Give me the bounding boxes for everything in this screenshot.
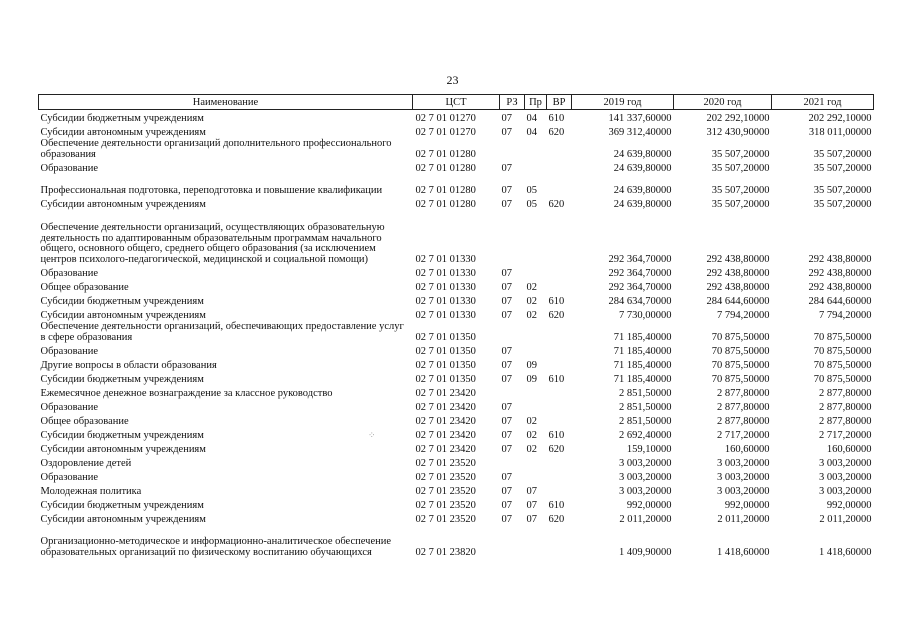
cell-vr	[547, 525, 572, 558]
table-row	[39, 483, 874, 497]
cell-y2019: 71 185,40000	[613, 359, 672, 371]
cell-y2021: 318 011,00000	[808, 126, 872, 138]
cell-y2019: 71 185,40000	[613, 373, 672, 385]
cell-y2020: 35 507,20000	[711, 148, 770, 160]
cell-vr	[547, 357, 572, 371]
cell-pr	[525, 343, 547, 357]
header-name: Наименование	[39, 95, 413, 110]
cell-y2019: 71 185,40000	[613, 331, 672, 343]
cell-vr	[547, 483, 572, 497]
cell-rz: 07	[501, 295, 512, 307]
cell-y2021: 292 438,80000	[808, 267, 872, 279]
cell-vr: 610	[548, 429, 565, 441]
cell-rz: 07	[501, 267, 512, 279]
cell-code: 02 7 01 23520	[415, 471, 476, 483]
table-header-row	[39, 95, 874, 110]
cell-rz: 07	[501, 309, 512, 321]
cell-y2021: 2 877,80000	[819, 415, 872, 427]
table-body	[39, 110, 874, 559]
cell-name: Субсидии автономным учреждениям	[40, 513, 206, 525]
cell-name: Субсидии бюджетным учреждениям	[40, 112, 204, 124]
cell-rz: 07	[501, 162, 512, 174]
cell-rz: 07	[501, 499, 512, 511]
cell-y2020: 35 507,20000	[711, 162, 770, 174]
cell-y2021: 284 644,60000	[808, 295, 872, 307]
cell-pr: 07	[526, 513, 537, 525]
cell-y2021: 1 418,60000	[819, 546, 872, 558]
table-row	[39, 293, 874, 307]
cell-pr	[525, 385, 547, 399]
cell-name: Обеспечение деятельности организаций, осуществляющих образовательную деятельность по адаптированным образовательным программам начального общего, основного общего, среднего общего образования (за исключением центров психолого-педагогической, медицинской и социальной помощи)	[40, 222, 385, 265]
cell-y2021: 2 717,20000	[819, 429, 872, 441]
header-rz: РЗ	[500, 95, 525, 110]
cell-y2021: 3 003,20000	[819, 471, 872, 483]
cell-code: 02 7 01 23520	[415, 499, 476, 511]
cell-y2021: 35 507,20000	[813, 148, 872, 160]
cell-y2021: 7 794,20000	[819, 309, 872, 321]
cell-y2020: 992,00000	[724, 499, 770, 511]
cell-vr	[547, 160, 572, 174]
cell-code: 02 7 01 01350	[415, 359, 476, 371]
cell-pr: 07	[526, 499, 537, 511]
cell-rz	[500, 525, 525, 558]
cell-y2021: 292 438,80000	[808, 281, 872, 293]
header-code: ЦСТ	[413, 95, 500, 110]
cell-pr: 02	[526, 281, 537, 293]
cell-vr	[547, 399, 572, 413]
cell-vr	[547, 455, 572, 469]
cell-y2020: 1 418,60000	[717, 546, 770, 558]
cell-y2020: 2 717,20000	[717, 429, 770, 441]
cell-name: Профессиональная подготовка, переподготовка и повышение квалификации	[40, 184, 383, 196]
cell-code: 02 7 01 01270	[415, 112, 476, 124]
header-pr: Пр	[525, 95, 547, 110]
cell-rz: 07	[501, 373, 512, 385]
cell-vr	[547, 138, 572, 160]
cell-vr: 610	[548, 112, 565, 124]
cell-y2020: 3 003,20000	[717, 471, 770, 483]
cell-y2021: 3 003,20000	[819, 457, 872, 469]
page-number: 23	[446, 73, 459, 87]
cell-y2020: 70 875,50000	[711, 359, 770, 371]
cell-y2019: 2 692,40000	[619, 429, 672, 441]
cell-pr: 04	[526, 112, 537, 124]
cell-y2021: 35 507,20000	[813, 184, 872, 196]
cell-vr	[547, 265, 572, 279]
cell-name: Обеспечение деятельности организаций дополнительного профессионального образования	[40, 138, 392, 160]
cell-code: 02 7 01 01350	[415, 373, 476, 385]
cell-y2019: 3 003,20000	[619, 471, 672, 483]
cell-vr: 620	[548, 513, 565, 525]
cell-y2021: 2 011,20000	[819, 513, 872, 525]
cell-y2020: 70 875,50000	[711, 345, 770, 357]
cell-y2019: 292 364,70000	[608, 253, 672, 265]
cell-y2021: 3 003,20000	[819, 485, 872, 497]
cell-rz: 07	[501, 415, 512, 427]
cell-code: 02 7 01 01270	[415, 126, 476, 138]
cell-y2020: 35 507,20000	[711, 184, 770, 196]
cell-y2019: 284 634,70000	[608, 295, 672, 307]
cell-y2020: 2 877,80000	[717, 401, 770, 413]
cell-y2021: 70 875,50000	[813, 331, 872, 343]
header-vr: ВР	[547, 95, 572, 110]
cell-pr: 02	[526, 429, 537, 441]
cell-pr	[525, 138, 547, 160]
table-row	[39, 210, 874, 265]
cell-pr	[525, 265, 547, 279]
cell-pr	[525, 321, 547, 343]
table-row	[39, 455, 874, 469]
cell-code: 02 7 01 23520	[415, 485, 476, 497]
cell-pr	[525, 210, 547, 265]
cell-y2020: 292 438,80000	[706, 267, 770, 279]
cell-rz: 07	[501, 345, 512, 357]
table-row	[39, 385, 874, 399]
cell-name: Субсидии бюджетным учреждениям	[40, 429, 204, 441]
cell-rz	[500, 321, 525, 343]
cell-code: 02 7 01 01280	[415, 198, 476, 210]
cell-name: Субсидии автономным учреждениям	[40, 126, 206, 138]
cell-name: Субсидии бюджетным учреждениям	[40, 295, 204, 307]
header-2021: 2021 год	[772, 95, 874, 110]
table-row	[39, 413, 874, 427]
cell-vr	[547, 343, 572, 357]
cell-name: Другие вопросы в области образования	[40, 359, 217, 371]
table-row	[39, 279, 874, 293]
cell-rz	[500, 455, 525, 469]
cell-y2020: 2 877,80000	[717, 387, 770, 399]
cell-rz: 07	[501, 429, 512, 441]
cell-pr: 02	[526, 443, 537, 455]
cell-pr: 02	[526, 295, 537, 307]
cell-name: Субсидии бюджетным учреждениям	[40, 499, 204, 511]
cell-y2020: 7 794,20000	[717, 309, 770, 321]
cell-code: 02 7 01 01350	[415, 331, 476, 343]
cell-pr	[525, 399, 547, 413]
cell-rz	[500, 210, 525, 265]
cell-code: 02 7 01 01330	[415, 281, 476, 293]
cell-rz: 07	[501, 471, 512, 483]
table-row	[39, 427, 874, 441]
cell-y2021: 202 292,10000	[808, 112, 872, 124]
cell-name: Субсидии автономным учреждениям	[40, 443, 206, 455]
cell-y2019: 71 185,40000	[613, 345, 672, 357]
cell-code: 02 7 01 23420	[415, 415, 476, 427]
cell-y2021: 992,00000	[826, 499, 872, 511]
cell-name: Субсидии автономным учреждениям	[40, 309, 206, 321]
table-row	[39, 399, 874, 413]
cell-code: 02 7 01 01350	[415, 345, 476, 357]
cell-name: Обеспечение деятельности организаций, обеспечивающих предоставление услуг в сфере образования	[40, 321, 404, 343]
cell-name: Субсидии бюджетным учреждениям	[40, 373, 204, 385]
cell-y2020: 3 003,20000	[717, 457, 770, 469]
cell-pr	[525, 160, 547, 174]
cell-y2021: 292 438,80000	[808, 253, 872, 265]
cell-pr: 02	[526, 415, 537, 427]
cell-vr: 610	[548, 295, 565, 307]
cell-code: 02 7 01 01330	[415, 267, 476, 279]
table-row	[39, 138, 874, 160]
cell-y2019: 141 337,60000	[608, 112, 672, 124]
cell-pr	[525, 455, 547, 469]
cell-y2019: 2 851,50000	[619, 401, 672, 413]
cell-pr: 04	[526, 126, 537, 138]
cell-vr	[547, 174, 572, 196]
cell-name: Ежемесячное денежное вознаграждение за классное руководство	[40, 387, 333, 399]
cell-vr: 610	[548, 499, 565, 511]
table-row	[39, 321, 874, 343]
cell-code: 02 7 01 23420	[415, 387, 476, 399]
cell-code: 02 7 01 23520	[415, 513, 476, 525]
table-row	[39, 343, 874, 357]
cell-y2021: 70 875,50000	[813, 345, 872, 357]
cell-y2019: 292 364,70000	[608, 267, 672, 279]
cell-y2019: 3 003,20000	[619, 457, 672, 469]
cell-y2020: 70 875,50000	[711, 331, 770, 343]
cell-vr: 620	[548, 126, 565, 138]
budget-table	[38, 94, 874, 558]
cell-vr	[547, 279, 572, 293]
cell-code: 02 7 01 23420	[415, 401, 476, 413]
cell-y2019: 3 003,20000	[619, 485, 672, 497]
table-row	[39, 174, 874, 196]
cell-y2019: 24 639,80000	[613, 148, 672, 160]
cell-y2019: 24 639,80000	[613, 162, 672, 174]
cell-y2021: 35 507,20000	[813, 198, 872, 210]
cell-rz: 07	[501, 281, 512, 293]
cell-code: 02 7 01 01280	[415, 184, 476, 196]
cell-vr: 620	[548, 198, 565, 210]
cell-y2020: 312 430,90000	[706, 126, 770, 138]
cell-y2019: 292 364,70000	[608, 281, 672, 293]
cell-y2021: 70 875,50000	[813, 373, 872, 385]
cell-name: Образование	[40, 162, 99, 174]
cell-rz: 07	[501, 401, 512, 413]
cell-y2021: 160,60000	[826, 443, 872, 455]
cell-rz: 07	[501, 443, 512, 455]
cell-code: 02 7 01 01330	[415, 309, 476, 321]
cell-vr	[547, 469, 572, 483]
cell-rz	[500, 385, 525, 399]
table-row	[39, 160, 874, 174]
cell-y2021: 70 875,50000	[813, 359, 872, 371]
cell-rz: 07	[501, 198, 512, 210]
cell-code: 02 7 01 01280	[415, 162, 476, 174]
header-2019: 2019 год	[572, 95, 674, 110]
table-row	[39, 371, 874, 385]
cell-y2019: 2 011,20000	[619, 513, 672, 525]
cell-code: 02 7 01 01330	[415, 253, 476, 265]
cell-name: Общее образование	[40, 415, 129, 427]
cell-name: Молодежная политика	[40, 485, 142, 497]
cell-vr	[547, 321, 572, 343]
cell-name: Субсидии автономным учреждениям	[40, 198, 206, 210]
table-row	[39, 511, 874, 525]
cell-y2019: 992,00000	[626, 499, 672, 511]
cell-y2020: 292 438,80000	[706, 281, 770, 293]
cell-pr: 05	[526, 184, 537, 196]
cell-name: Образование	[40, 401, 99, 413]
table-row	[39, 110, 874, 125]
cell-vr: 610	[548, 373, 565, 385]
cell-y2020: 2 877,80000	[717, 415, 770, 427]
table-row	[39, 124, 874, 138]
cell-name: Общее образование	[40, 281, 129, 293]
cell-y2019: 2 851,50000	[619, 415, 672, 427]
cell-rz: 07	[501, 513, 512, 525]
cell-code: 02 7 01 23520	[415, 457, 476, 469]
cell-y2019: 369 312,40000	[608, 126, 672, 138]
cell-y2020: 3 003,20000	[717, 485, 770, 497]
cell-y2019: 24 639,80000	[613, 184, 672, 196]
cell-rz: 07	[501, 359, 512, 371]
table-row	[39, 497, 874, 511]
cell-rz: 07	[501, 184, 512, 196]
cell-pr	[525, 525, 547, 558]
cell-y2019: 2 851,50000	[619, 387, 672, 399]
cell-vr: 620	[548, 309, 565, 321]
cell-rz	[500, 138, 525, 160]
cell-rz: 07	[501, 126, 512, 138]
cell-y2020: 292 438,80000	[706, 253, 770, 265]
cell-rz: 07	[501, 112, 512, 124]
header-2020: 2020 год	[674, 95, 772, 110]
cell-vr	[547, 210, 572, 265]
table-row	[39, 357, 874, 371]
cell-y2019: 24 639,80000	[613, 198, 672, 210]
table-row	[39, 196, 874, 210]
cell-y2021: 35 507,20000	[813, 162, 872, 174]
cell-pr: 05	[526, 198, 537, 210]
cell-y2019: 1 409,90000	[619, 546, 672, 558]
cell-name: Образование	[40, 267, 99, 279]
cell-y2020: 202 292,10000	[706, 112, 770, 124]
table-row	[39, 265, 874, 279]
table-row	[39, 469, 874, 483]
cell-pr: 07	[526, 485, 537, 497]
table-row	[39, 525, 874, 558]
cell-vr	[547, 413, 572, 427]
cell-code: 02 7 01 23420	[415, 443, 476, 455]
cell-y2020: 35 507,20000	[711, 198, 770, 210]
cell-name: Организационно-методическое и информационно-аналитическое обеспечение образовательных организаций по физическому воспитанию обучающихся	[40, 536, 391, 558]
cell-vr	[547, 385, 572, 399]
cell-y2021: 2 877,80000	[819, 401, 872, 413]
table-row	[39, 441, 874, 455]
cell-y2019: 7 730,00000	[619, 309, 672, 321]
cell-vr: 620	[548, 443, 565, 455]
cell-y2020: 2 011,20000	[717, 513, 770, 525]
cell-y2021: 2 877,80000	[819, 387, 872, 399]
cell-name: Образование	[40, 471, 99, 483]
cell-pr: 09	[526, 359, 537, 371]
cell-code: 02 7 01 01330	[415, 295, 476, 307]
cell-pr	[525, 469, 547, 483]
cell-y2020: 160,60000	[724, 443, 770, 455]
cell-y2019: 159,10000	[626, 443, 672, 455]
table-row	[39, 307, 874, 321]
cell-y2020: 284 644,60000	[706, 295, 770, 307]
cell-name: Оздоровление детей	[40, 457, 132, 469]
cell-code: 02 7 01 23420	[415, 429, 476, 441]
cell-code: 02 7 01 23820	[415, 546, 476, 558]
scan-mark: ⁘	[368, 430, 376, 440]
cell-name: Образование	[40, 345, 99, 357]
cell-code: 02 7 01 01280	[415, 148, 476, 160]
cell-pr: 02	[526, 309, 537, 321]
cell-y2020: 70 875,50000	[711, 373, 770, 385]
cell-rz: 07	[501, 485, 512, 497]
cell-pr: 09	[526, 373, 537, 385]
